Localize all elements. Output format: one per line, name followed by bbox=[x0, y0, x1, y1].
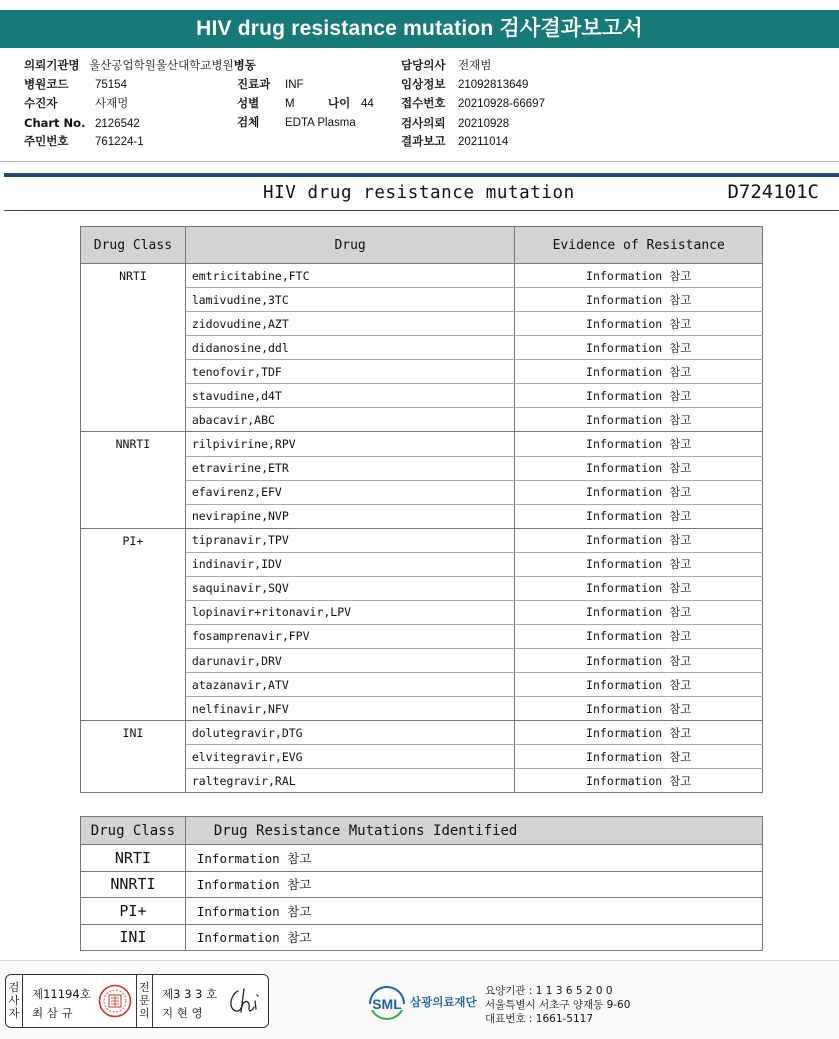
mutation-result-cell: Information 참고 bbox=[185, 898, 762, 925]
receipt-no-label: 접수번호 bbox=[401, 96, 446, 110]
report-code: D724101C bbox=[727, 181, 819, 203]
clinical-info-row bbox=[401, 75, 528, 93]
evidence-cell: Information 참고 bbox=[515, 721, 763, 745]
drug-cell: elvitegravir,EVG bbox=[185, 745, 515, 769]
drug-cell: tenofovir,TDF bbox=[185, 360, 515, 384]
evidence-cell: Information 참고 bbox=[515, 504, 763, 528]
table-row bbox=[81, 721, 763, 745]
examiner-name: 최 삼 규 bbox=[32, 1006, 73, 1020]
drug-cell: indinavir,IDV bbox=[185, 552, 515, 576]
hospital-code-value: 75154 bbox=[95, 79, 127, 91]
request-date-row bbox=[401, 114, 509, 132]
chart-no-label: Chart No. bbox=[24, 116, 86, 130]
institution-value: 울산공업학원울산대학교병원 bbox=[89, 60, 234, 72]
mutation-table-body bbox=[81, 845, 763, 951]
section-band-top bbox=[4, 173, 839, 177]
evidence-cell: Information 참고 bbox=[515, 480, 763, 504]
examiner-license: 제11194호 bbox=[32, 987, 91, 1001]
institution-row bbox=[24, 56, 256, 74]
institution-code: 요양기관 : 1 1 3 6 5 2 0 0 bbox=[485, 985, 613, 997]
specialist-license: 제3 3 3 호 bbox=[162, 987, 218, 1001]
report-date-value: 20211014 bbox=[458, 136, 509, 148]
section-title: HIV drug resistance mutation bbox=[263, 183, 575, 203]
drug-cell: stavudine,d4T bbox=[185, 384, 515, 408]
evidence-cell: Information 참고 bbox=[515, 264, 763, 288]
header-mutation-drug-class: Drug Class bbox=[81, 817, 186, 845]
evidence-cell: Information 참고 bbox=[515, 384, 763, 408]
drug-cell: tipranavir,TPV bbox=[185, 528, 515, 552]
sml-logo-text: SML bbox=[372, 996, 402, 1012]
clinical-info-label: 임상정보 bbox=[401, 77, 446, 91]
table-row bbox=[81, 264, 763, 288]
hospital-code-label: 병원코드 bbox=[24, 77, 69, 91]
department-value: INF bbox=[285, 79, 304, 91]
table-row bbox=[81, 924, 763, 951]
header-evidence: Evidence of Resistance bbox=[515, 227, 763, 264]
drug-cell: atazanavir,ATV bbox=[185, 673, 515, 697]
drug-cell: abacavir,ABC bbox=[185, 408, 515, 432]
report-banner-title: HIV drug resistance mutation 검사결과보고서 bbox=[0, 10, 839, 48]
foundation-name: 삼광의료재단 bbox=[410, 995, 477, 1009]
mutation-class-cell: INI bbox=[81, 924, 186, 951]
drug-class-cell: PI+ bbox=[81, 528, 186, 721]
sml-logo-icon bbox=[366, 984, 408, 1024]
drug-cell: raltegravir,RAL bbox=[185, 769, 515, 793]
clinical-info-value: 21092813649 bbox=[458, 79, 529, 91]
drug-cell: saquinavir,SQV bbox=[185, 576, 515, 600]
recipient-label: 수진자 bbox=[24, 96, 58, 110]
evidence-cell: Information 참고 bbox=[515, 336, 763, 360]
resistance-table bbox=[80, 226, 763, 793]
evidence-cell: Information 참고 bbox=[515, 624, 763, 648]
sex-label: 성별 bbox=[237, 96, 260, 110]
doctor-label: 담당의사 bbox=[401, 58, 446, 72]
drug-class-cell: NNRTI bbox=[81, 432, 186, 528]
evidence-cell: Information 참고 bbox=[515, 456, 763, 480]
rrn-label: 주민번호 bbox=[24, 134, 69, 148]
resistance-table-header bbox=[81, 227, 763, 264]
contact-info bbox=[485, 984, 630, 1026]
table-row bbox=[81, 528, 763, 552]
evidence-cell: Information 참고 bbox=[515, 360, 763, 384]
drug-cell: didanosine,ddl bbox=[185, 336, 515, 360]
evidence-cell: Information 참고 bbox=[515, 408, 763, 432]
ward-label: 병동 bbox=[233, 58, 256, 72]
drug-cell: nevirapine,NVP bbox=[185, 504, 515, 528]
section-band-bottom bbox=[4, 210, 839, 211]
drug-cell: darunavir,DRV bbox=[185, 649, 515, 673]
mutation-result-cell: Information 참고 bbox=[185, 924, 762, 951]
mutation-class-cell: PI+ bbox=[81, 898, 186, 925]
phone: 대표번호 : 1661-5117 bbox=[485, 1013, 594, 1025]
drug-cell: rilpivirine,RPV bbox=[185, 432, 515, 456]
drug-cell: lopinavir+ritonavir,LPV bbox=[185, 600, 515, 624]
report-date-row bbox=[401, 132, 508, 150]
evidence-cell: Information 참고 bbox=[515, 552, 763, 576]
evidence-cell: Information 참고 bbox=[515, 576, 763, 600]
specialist-name: 지 현 영 bbox=[162, 1006, 203, 1020]
recipient-value: 사재멍 bbox=[95, 98, 129, 110]
table-row bbox=[81, 871, 763, 898]
recipient-row bbox=[24, 94, 128, 112]
official-seal-icon bbox=[98, 984, 132, 1018]
report-date-label: 결과보고 bbox=[401, 134, 446, 148]
evidence-cell: Information 참고 bbox=[515, 745, 763, 769]
header-divider bbox=[0, 161, 839, 162]
doctor-value: 전재범 bbox=[458, 60, 492, 72]
table-row bbox=[81, 845, 763, 872]
evidence-cell: Information 참고 bbox=[515, 288, 763, 312]
mutation-result-cell: Information 참고 bbox=[185, 871, 762, 898]
table-row bbox=[81, 898, 763, 925]
specialist-tag: 전문의 bbox=[136, 975, 153, 1027]
department-row bbox=[237, 75, 304, 93]
drug-class-cell: NRTI bbox=[81, 264, 186, 432]
drug-class-cell: INI bbox=[81, 721, 186, 793]
chart-no-row bbox=[24, 114, 140, 132]
address: 서울특별시 서초구 양재동 9-60 bbox=[485, 999, 631, 1011]
header-drug: Drug bbox=[185, 227, 515, 264]
specimen-value: EDTA Plasma bbox=[285, 117, 356, 129]
mutation-class-cell: NNRTI bbox=[81, 871, 186, 898]
drug-cell: dolutegravir,DTG bbox=[185, 721, 515, 745]
evidence-cell: Information 참고 bbox=[515, 769, 763, 793]
table-row bbox=[81, 432, 763, 456]
mutation-table-header bbox=[81, 817, 763, 845]
specimen-row bbox=[237, 113, 356, 131]
age-label: 나이 bbox=[328, 96, 351, 110]
request-date-value: 20210928 bbox=[458, 118, 510, 130]
signature-box bbox=[5, 974, 269, 1028]
drug-cell: zidovudine,AZT bbox=[185, 312, 515, 336]
receipt-no-row bbox=[401, 94, 545, 112]
drug-cell: efavirenz,EFV bbox=[185, 480, 515, 504]
evidence-cell: Information 참고 bbox=[515, 312, 763, 336]
evidence-cell: Information 참고 bbox=[515, 673, 763, 697]
evidence-cell: Information 참고 bbox=[515, 600, 763, 624]
signature-icon bbox=[224, 985, 264, 1017]
mutation-table bbox=[80, 816, 763, 951]
resistance-table-body bbox=[81, 264, 763, 793]
mutation-result-cell: Information 참고 bbox=[185, 845, 762, 872]
receipt-no-value: 20210928-66697 bbox=[458, 98, 545, 110]
drug-cell: lamivudine,3TC bbox=[185, 288, 515, 312]
drug-cell: nelfinavir,NFV bbox=[185, 697, 515, 721]
evidence-cell: Information 참고 bbox=[515, 432, 763, 456]
header-mutations-identified: Drug Resistance Mutations Identified bbox=[185, 817, 762, 845]
rrn-row bbox=[24, 132, 144, 150]
drug-cell: etravirine,ETR bbox=[185, 456, 515, 480]
institution-label: 의뢰기관명 bbox=[24, 58, 80, 72]
mutation-class-cell: NRTI bbox=[81, 845, 186, 872]
drug-cell: emtricitabine,FTC bbox=[185, 264, 515, 288]
evidence-cell: Information 참고 bbox=[515, 697, 763, 721]
rrn-value: 761224-1 bbox=[95, 136, 144, 148]
sex-value: M bbox=[285, 98, 295, 110]
sex-row bbox=[237, 94, 374, 112]
evidence-cell: Information 참고 bbox=[515, 649, 763, 673]
department-label: 진료과 bbox=[237, 77, 271, 91]
age-value: 44 bbox=[361, 98, 374, 110]
header-drug-class: Drug Class bbox=[81, 227, 186, 264]
drug-cell: fosamprenavir,FPV bbox=[185, 624, 515, 648]
evidence-cell: Information 참고 bbox=[515, 528, 763, 552]
request-date-label: 검사의뢰 bbox=[401, 116, 446, 130]
doctor-row bbox=[401, 56, 491, 74]
chart-no-value: 2126542 bbox=[95, 118, 140, 130]
examiner-tag: 검사자 bbox=[6, 975, 23, 1027]
specimen-label: 검체 bbox=[237, 115, 260, 129]
hospital-code-row bbox=[24, 75, 127, 93]
